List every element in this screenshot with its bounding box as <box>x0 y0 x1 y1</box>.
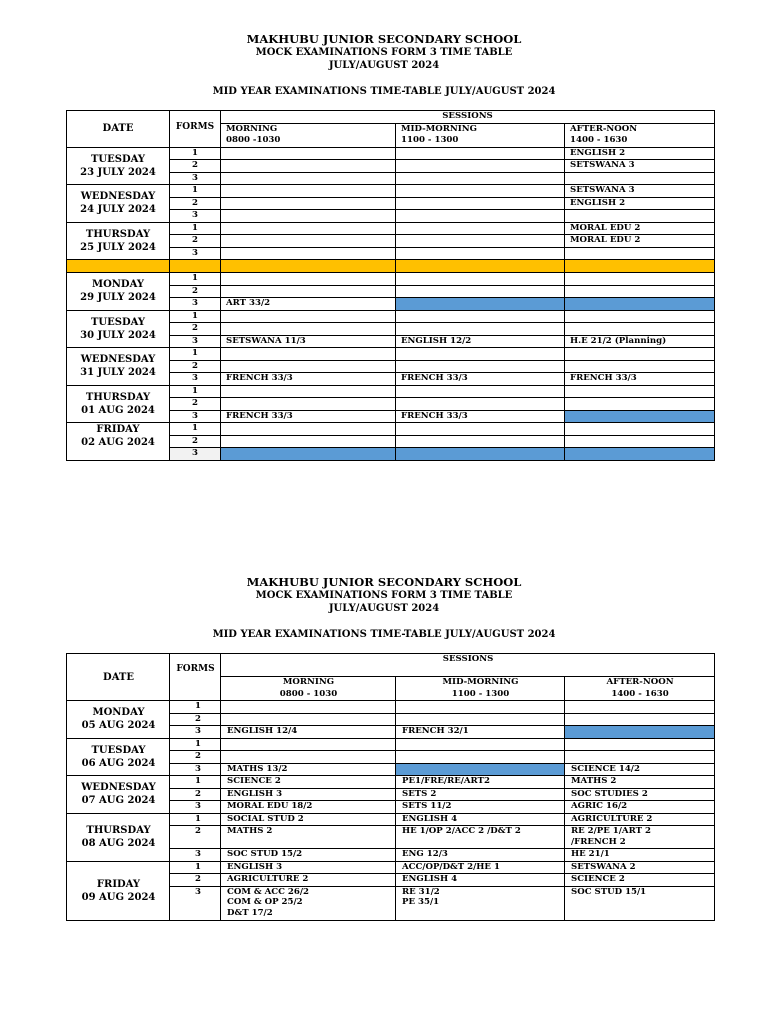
morning-cell <box>221 385 396 398</box>
timetable-2 <box>66 653 715 921</box>
form-cell: 3 <box>170 886 221 920</box>
day-name: FRIDAY <box>96 878 141 890</box>
form-cell: 2 <box>170 235 221 248</box>
table-row <box>67 310 715 323</box>
day-date: 31 JULY 2024 <box>80 367 156 379</box>
table-row <box>67 348 715 361</box>
midmorning-cell <box>396 398 565 411</box>
date-header: DATE <box>67 111 170 148</box>
morning-cell <box>221 360 396 373</box>
day-name: WEDNESDAY <box>80 354 156 366</box>
form-cell: 1 <box>170 185 221 198</box>
midmorning-cell: SETS 11/2 <box>396 801 565 814</box>
form-cell: 2 <box>170 435 221 448</box>
school-name: MAKHUBU JUNIOR SECONDARY SCHOOL <box>246 575 522 589</box>
afternoon-cell: SETSWANA 3 <box>565 160 715 173</box>
morning-cell <box>221 448 396 461</box>
date-cell <box>67 861 170 920</box>
header-row <box>67 654 715 677</box>
afternoon-cell: MORAL EDU 2 <box>565 235 715 248</box>
school-name: MAKHUBU JUNIOR SECONDARY SCHOOL <box>246 32 522 46</box>
day-date: 09 AUG 2024 <box>81 891 156 903</box>
midmorning-time: 1100 - 1300 <box>396 135 565 147</box>
form-cell: 2 <box>170 323 221 336</box>
form-cell: 3 <box>170 298 221 311</box>
form-cell: 2 <box>170 713 221 726</box>
date-cell <box>67 813 170 861</box>
afternoon-line: /FRENCH 2 <box>571 836 626 847</box>
midmorning-cell: FRENCH 32/1 <box>396 726 565 739</box>
form-cell: 3 <box>170 373 221 386</box>
day-date: 23 JULY 2024 <box>80 166 156 178</box>
afternoon-cell: SCIENCE 2 <box>565 874 715 887</box>
morning-header: MORNING <box>221 123 396 135</box>
day-name: TUESDAY <box>90 153 146 165</box>
midmorning-cell <box>396 385 565 398</box>
midmorning-cell <box>396 435 565 448</box>
afternoon-cell: FRENCH 33/3 <box>565 373 715 386</box>
midmorning-cell <box>396 235 565 248</box>
table-row <box>67 222 715 235</box>
form-cell: 2 <box>170 826 221 849</box>
date-cell <box>67 423 170 461</box>
afternoon-cell: H.E 21/2 (Planning) <box>565 335 715 348</box>
morning-cell <box>221 273 396 286</box>
day-name: TUESDAY <box>91 744 146 756</box>
form-cell: 3 <box>170 849 221 862</box>
midmorning-cell <box>396 323 565 336</box>
midmorning-line: PE 35/1 <box>402 897 440 907</box>
afternoon-cell: SOC STUDIES 2 <box>565 788 715 801</box>
form-cell: 3 <box>170 726 221 739</box>
morning-cell <box>221 398 396 411</box>
afternoon-cell: AGRIC 16/2 <box>565 801 715 814</box>
midmorning-cell <box>396 713 565 726</box>
midmorning-header: MID-MORNING <box>396 677 565 689</box>
afternoon-cell: MORAL EDU 2 <box>565 222 715 235</box>
afternoon-cell: AGRICULTURE 2 <box>565 813 715 826</box>
afternoon-cell <box>565 738 715 751</box>
form-cell: 2 <box>170 874 221 887</box>
day-name: MONDAY <box>92 707 145 719</box>
morning-cell <box>221 210 396 223</box>
date-cell <box>67 701 170 739</box>
afternoon-cell: MATHS 2 <box>565 776 715 789</box>
midmorning-header: MID-MORNING <box>396 123 565 135</box>
midmorning-cell: ACC/OP/D&T 2/HE 1 <box>396 861 565 874</box>
day-date: 02 AUG 2024 <box>81 437 155 448</box>
afternoon-cell: SETSWANA 3 <box>565 185 715 198</box>
date-cell <box>67 147 170 185</box>
form-cell: 3 <box>170 247 221 260</box>
day-date: 01 AUG 2024 <box>81 404 155 416</box>
midmorning-cell <box>396 210 565 223</box>
midmorning-cell <box>396 310 565 323</box>
day-date: 06 AUG 2024 <box>81 757 156 769</box>
afternoon-cell <box>565 398 715 411</box>
morning-cell: SOCIAL STUD 2 <box>221 813 396 826</box>
form-cell: 1 <box>170 147 221 160</box>
separator-cell <box>396 260 565 273</box>
morning-cell <box>221 738 396 751</box>
afternoon-cell <box>565 385 715 398</box>
afternoon-cell <box>565 435 715 448</box>
morning-cell <box>221 235 396 248</box>
form-cell: 3 <box>170 172 221 185</box>
day-date: 30 JULY 2024 <box>80 329 156 341</box>
midmorning-cell <box>396 273 565 286</box>
form-cell: 1 <box>170 776 221 789</box>
form-cell: 2 <box>170 160 221 173</box>
morning-cell: SCIENCE 2 <box>221 776 396 789</box>
form-cell: 3 <box>170 335 221 348</box>
morning-cell: AGRICULTURE 2 <box>221 874 396 887</box>
afternoon-time: 1400 - 1630 <box>565 135 715 147</box>
midmorning-cell <box>396 298 565 311</box>
form-cell: 1 <box>170 348 221 361</box>
date-cell <box>67 310 170 348</box>
exam-period: JULY/AUGUST 2024 <box>328 60 440 71</box>
afternoon-line: RE 2/PE 1/ART 2 <box>571 826 651 836</box>
midmorning-cell <box>396 160 565 173</box>
form-cell: 1 <box>170 423 221 436</box>
form-cell: 3 <box>170 210 221 223</box>
sessions-header: SESSIONS <box>221 111 715 124</box>
forms-header: FORMS <box>170 111 221 148</box>
afternoon-cell: HE 21/1 <box>565 849 715 862</box>
afternoon-cell: SCIENCE 14/2 <box>565 763 715 776</box>
morning-line: COM & OP 25/2 <box>227 897 303 907</box>
midmorning-cell <box>396 360 565 373</box>
header-1 <box>0 32 768 98</box>
morning-time: 0800 -1030 <box>221 135 396 147</box>
table-row <box>67 185 715 198</box>
midmorning-cell <box>396 285 565 298</box>
midmorning-cell <box>396 185 565 198</box>
morning-cell <box>221 285 396 298</box>
afternoon-cell <box>565 713 715 726</box>
afternoon-cell: SOC STUD 15/1 <box>565 886 715 920</box>
header-2 <box>0 575 768 641</box>
afternoon-cell <box>565 448 715 461</box>
form-cell: 3 <box>170 448 221 461</box>
morning-cell: ENGLISH 3 <box>221 788 396 801</box>
day-name: THURSDAY <box>85 228 151 240</box>
morning-cell <box>221 160 396 173</box>
form-cell: 3 <box>170 801 221 814</box>
date-cell <box>67 222 170 260</box>
morning-time: 0800 - 1030 <box>221 689 396 701</box>
morning-cell: SOC STUD 15/2 <box>221 849 396 862</box>
date-cell <box>67 348 170 386</box>
midmorning-line: RE 31/2 <box>402 886 440 897</box>
form-cell: 1 <box>170 222 221 235</box>
day-date: 05 AUG 2024 <box>81 720 156 732</box>
midmorning-cell <box>396 751 565 764</box>
midmorning-cell: ENG 12/3 <box>396 849 565 862</box>
afternoon-cell <box>565 423 715 436</box>
midmorning-cell: FRENCH 33/3 <box>396 410 565 423</box>
day-name: THURSDAY <box>85 391 151 403</box>
morning-cell <box>221 423 396 436</box>
form-cell: 2 <box>170 360 221 373</box>
date-header: DATE <box>67 654 170 701</box>
exam-period: JULY/AUGUST 2024 <box>328 603 440 614</box>
afternoon-cell: ENGLISH 2 <box>565 147 715 160</box>
afternoon-cell <box>565 826 715 849</box>
form-cell: 1 <box>170 813 221 826</box>
midmorning-cell <box>396 172 565 185</box>
separator-cell <box>565 260 715 273</box>
midmorning-cell <box>396 423 565 436</box>
afternoon-cell <box>565 360 715 373</box>
morning-cell: ART 33/2 <box>221 298 396 311</box>
midmorning-cell <box>396 763 565 776</box>
afternoon-header: AFTER-NOON <box>565 123 715 135</box>
table-row <box>67 738 715 751</box>
separator-cell <box>170 260 221 273</box>
morning-cell <box>221 713 396 726</box>
day-date: 29 JULY 2024 <box>80 292 156 304</box>
morning-cell <box>221 222 396 235</box>
midmorning-cell: FRENCH 33/3 <box>396 373 565 386</box>
afternoon-cell <box>565 285 715 298</box>
midmorning-cell: ENGLISH 4 <box>396 874 565 887</box>
form-cell: 1 <box>170 861 221 874</box>
afternoon-cell: SETSWANA 2 <box>565 861 715 874</box>
separator-row <box>67 260 715 273</box>
morning-cell <box>221 247 396 260</box>
day-name: FRIDAY <box>96 424 140 435</box>
morning-cell: MATHS 13/2 <box>221 763 396 776</box>
form-cell: 2 <box>170 398 221 411</box>
day-name: WEDNESDAY <box>80 191 156 203</box>
midmorning-cell <box>396 247 565 260</box>
form-cell: 1 <box>170 310 221 323</box>
morning-cell: FRENCH 33/3 <box>221 410 396 423</box>
table-row <box>67 273 715 286</box>
afternoon-cell <box>565 323 715 336</box>
afternoon-cell <box>565 751 715 764</box>
afternoon-time: 1400 - 1630 <box>565 689 715 701</box>
afternoon-cell: ENGLISH 2 <box>565 197 715 210</box>
afternoon-cell <box>565 726 715 739</box>
afternoon-cell <box>565 298 715 311</box>
header-row <box>67 111 715 124</box>
midmorning-cell: PE1/FRE/RE/ART2 <box>396 776 565 789</box>
morning-cell <box>221 185 396 198</box>
midmorning-cell: ENGLISH 12/2 <box>396 335 565 348</box>
morning-line: D&T 17/2 <box>227 907 273 918</box>
midmorning-cell <box>396 197 565 210</box>
midmorning-cell <box>396 147 565 160</box>
morning-cell: ENGLISH 3 <box>221 861 396 874</box>
morning-cell <box>221 435 396 448</box>
form-cell: 1 <box>170 385 221 398</box>
separator-cell <box>67 260 170 273</box>
midmorning-cell: SETS 2 <box>396 788 565 801</box>
morning-cell: ENGLISH 12/4 <box>221 726 396 739</box>
table-row <box>67 776 715 789</box>
midmorning-cell: HE 1/OP 2/ACC 2 /D&T 2 <box>396 826 565 849</box>
midmorning-cell <box>396 886 565 920</box>
midmorning-cell <box>396 701 565 714</box>
table-row <box>67 861 715 874</box>
exam-subtitle: MOCK EXAMINATIONS FORM 3 TIME TABLE <box>255 590 513 601</box>
morning-cell: MORAL EDU 18/2 <box>221 801 396 814</box>
date-cell <box>67 776 170 814</box>
morning-cell <box>221 197 396 210</box>
form-cell: 1 <box>170 273 221 286</box>
midmorning-cell <box>396 222 565 235</box>
afternoon-cell <box>565 172 715 185</box>
afternoon-cell <box>565 310 715 323</box>
day-name: MONDAY <box>92 279 144 291</box>
day-date: 08 AUG 2024 <box>81 838 156 849</box>
form-cell: 3 <box>170 763 221 776</box>
day-name: TUESDAY <box>90 316 146 328</box>
timetable-1 <box>66 110 715 461</box>
morning-cell <box>221 701 396 714</box>
midmorning-cell: ENGLISH 4 <box>396 813 565 826</box>
date-cell <box>67 273 170 311</box>
afternoon-cell <box>565 348 715 361</box>
day-date: 24 JULY 2024 <box>80 204 156 216</box>
morning-cell <box>221 348 396 361</box>
timetable-title: MID YEAR EXAMINATIONS TIME-TABLE JULY/AUGUST 2024 <box>212 629 556 640</box>
form-cell: 2 <box>170 285 221 298</box>
morning-cell <box>221 172 396 185</box>
forms-header: FORMS <box>170 654 221 701</box>
morning-cell <box>221 147 396 160</box>
separator-cell <box>221 260 396 273</box>
table-row <box>67 147 715 160</box>
sessions-header: SESSIONS <box>221 654 715 677</box>
morning-cell: FRENCH 33/3 <box>221 373 396 386</box>
afternoon-cell <box>565 273 715 286</box>
table-row <box>67 385 715 398</box>
midmorning-cell <box>396 448 565 461</box>
form-cell: 1 <box>170 701 221 714</box>
afternoon-cell <box>565 701 715 714</box>
form-cell: 2 <box>170 751 221 764</box>
morning-cell <box>221 751 396 764</box>
midmorning-time: 1100 - 1300 <box>396 689 565 701</box>
afternoon-header: AFTER-NOON <box>565 677 715 689</box>
form-cell: 2 <box>170 788 221 801</box>
table-row <box>67 701 715 714</box>
afternoon-cell <box>565 247 715 260</box>
form-cell: 2 <box>170 197 221 210</box>
afternoon-cell <box>565 210 715 223</box>
day-name: WEDNESDAY <box>81 782 156 794</box>
day-date: 07 AUG 2024 <box>81 795 156 807</box>
date-cell <box>67 185 170 223</box>
date-cell <box>67 385 170 423</box>
form-cell: 3 <box>170 410 221 423</box>
day-date: 25 JULY 2024 <box>80 241 156 253</box>
afternoon-cell <box>565 410 715 423</box>
morning-cell: MATHS 2 <box>221 826 396 849</box>
exam-subtitle: MOCK EXAMINATIONS FORM 3 TIME TABLE <box>255 47 513 58</box>
form-cell: 1 <box>170 738 221 751</box>
morning-cell <box>221 310 396 323</box>
day-name: THURSDAY <box>86 825 151 836</box>
midmorning-cell <box>396 738 565 751</box>
table-row <box>67 813 715 826</box>
morning-line: COM & ACC 26/2 <box>227 886 309 897</box>
date-cell <box>67 738 170 776</box>
morning-header: MORNING <box>221 677 396 689</box>
morning-cell: SETSWANA 11/3 <box>221 335 396 348</box>
morning-cell <box>221 886 396 920</box>
midmorning-cell <box>396 348 565 361</box>
timetable-title: MID YEAR EXAMINATIONS TIME-TABLE JULY/AUGUST 2024 <box>212 86 556 97</box>
table-row <box>67 423 715 436</box>
morning-cell <box>221 323 396 336</box>
